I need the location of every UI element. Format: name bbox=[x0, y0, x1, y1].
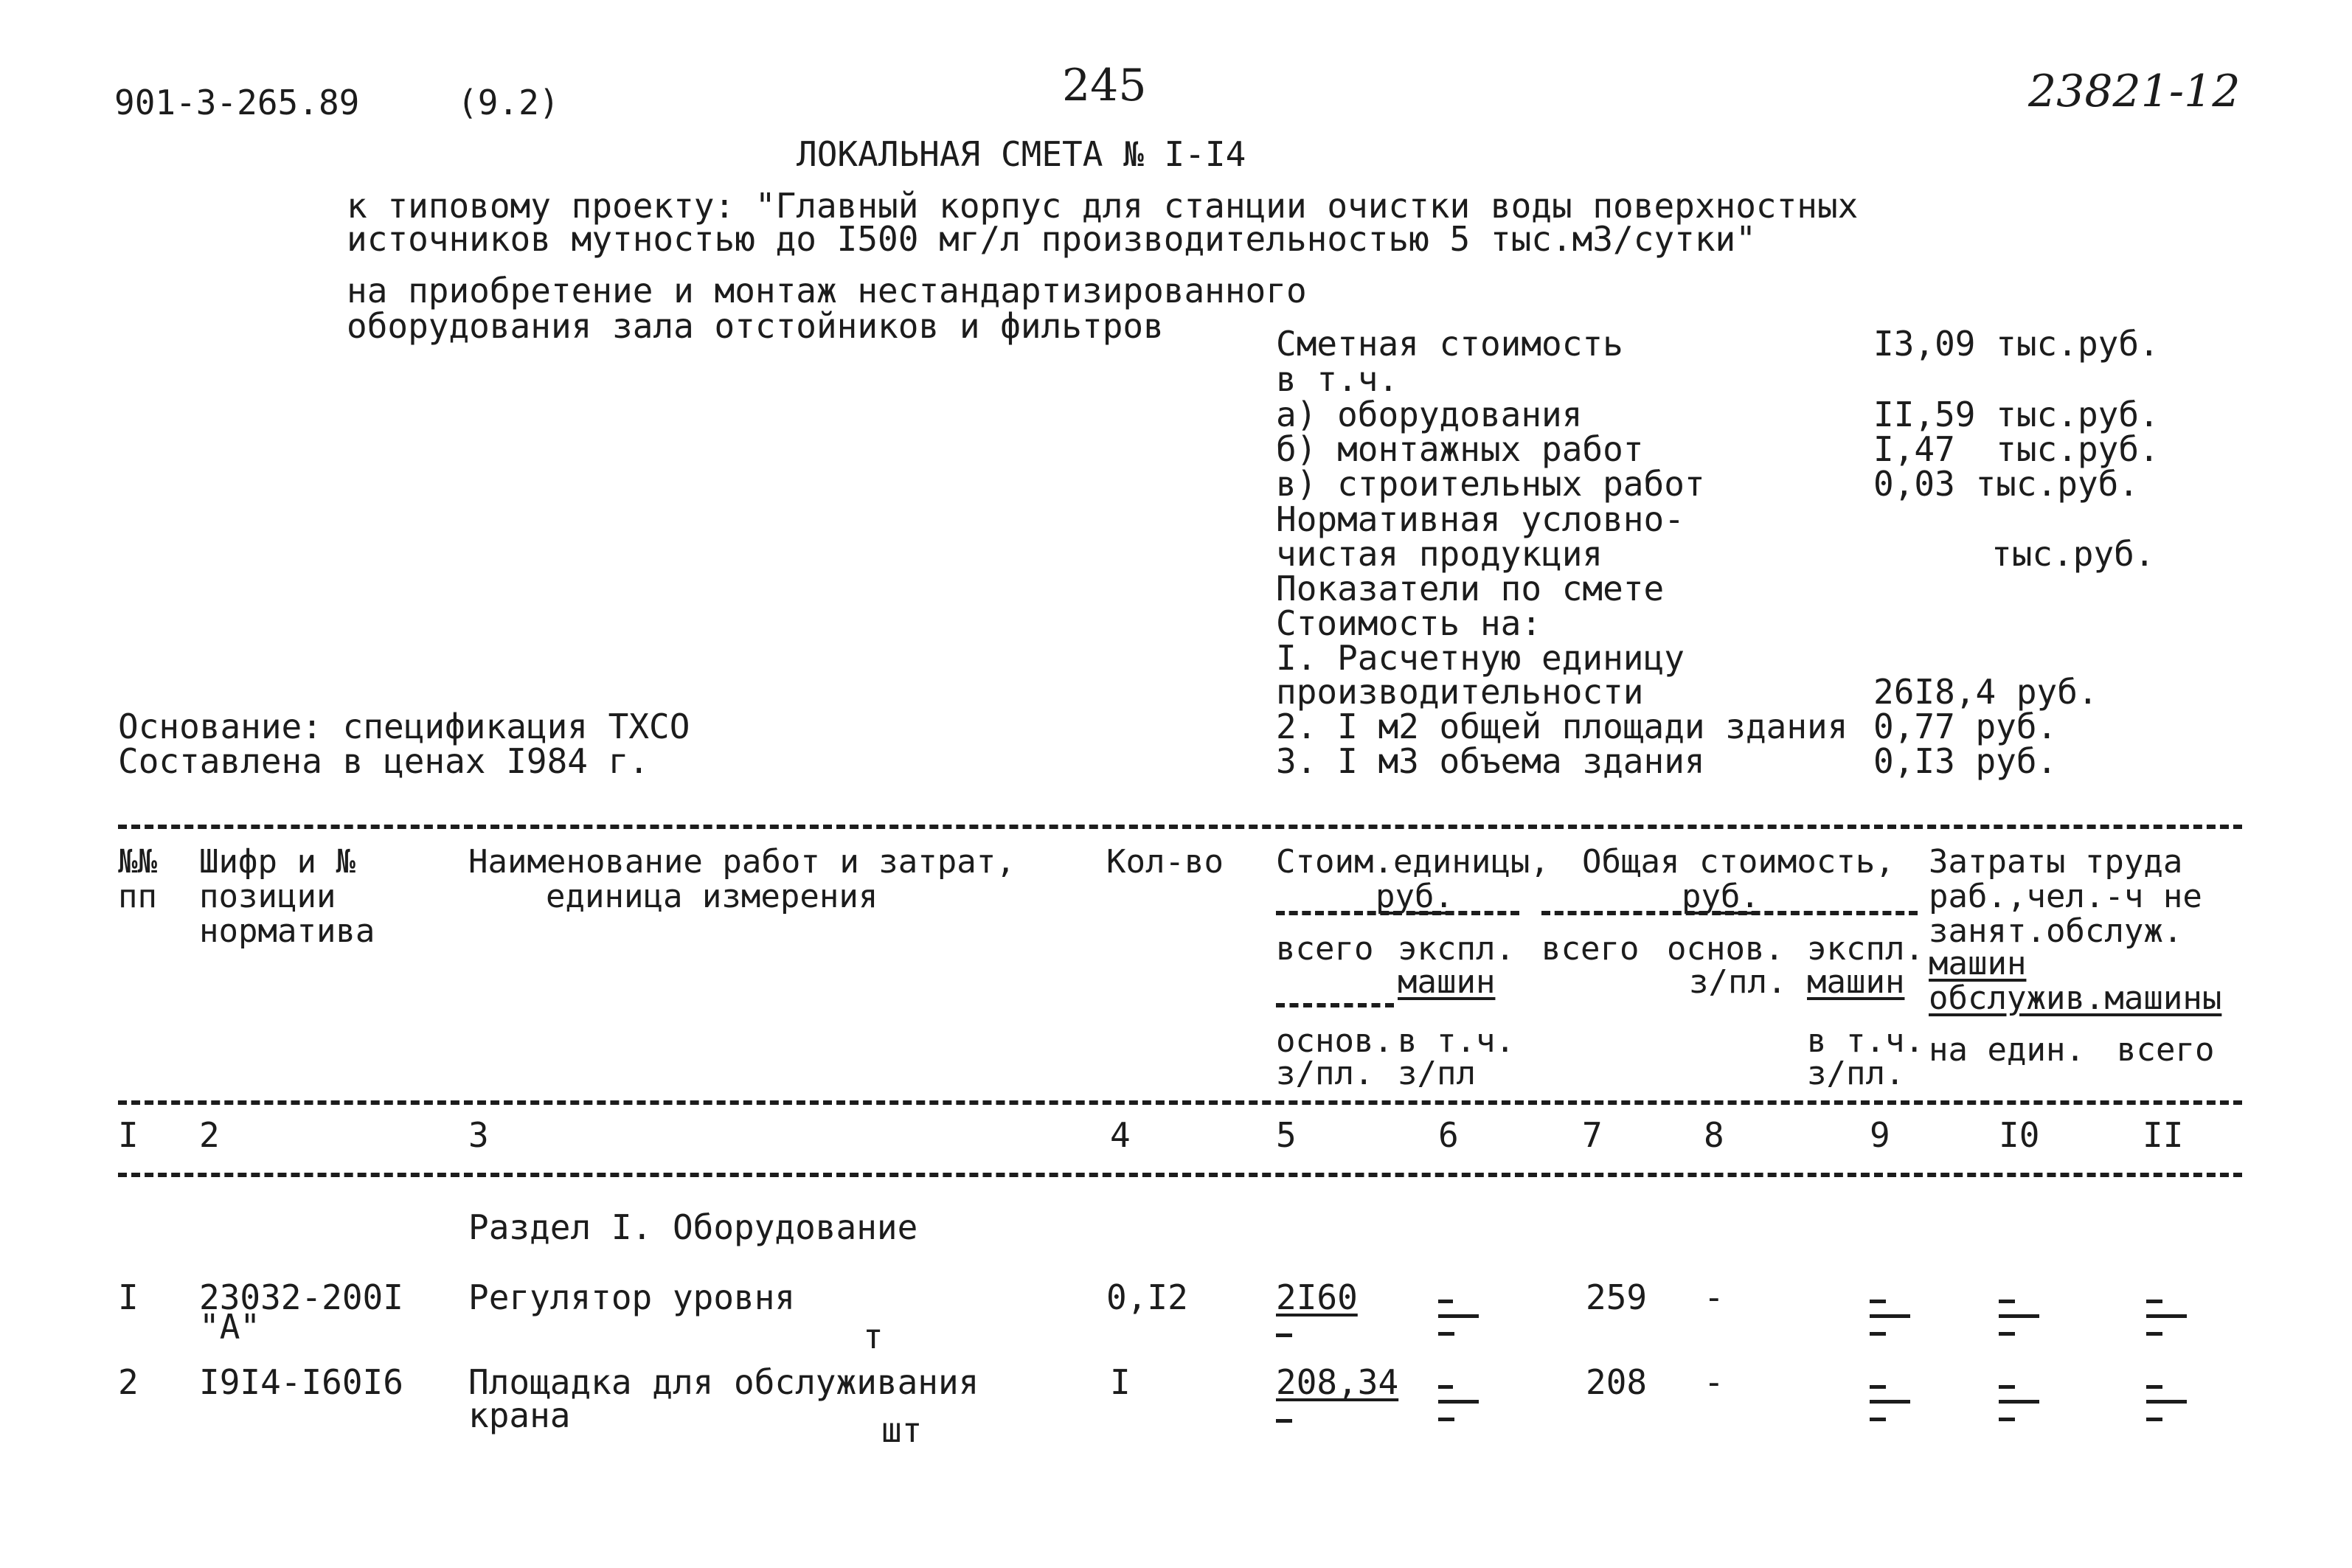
area-cost-value: 0,77 руб. bbox=[1873, 707, 2058, 746]
base-wages-header-2: з/пл. bbox=[1689, 963, 1787, 1001]
total-incl-wages-header-2: з/пл. bbox=[1807, 1055, 1905, 1092]
empty-value-mark bbox=[1870, 1418, 1886, 1421]
empty-value-mark bbox=[2146, 1332, 2162, 1336]
indicators-label: Показатели по смете bbox=[1276, 569, 1665, 608]
unit-total-header: всего bbox=[1276, 930, 1374, 968]
empty-value-mark bbox=[1438, 1332, 1454, 1336]
col-name-header-2: единица измерения bbox=[546, 878, 878, 915]
column-number: 9 bbox=[1870, 1115, 1890, 1155]
row-name: Регулятор уровня bbox=[468, 1277, 796, 1317]
col-code-header-2: позиции bbox=[199, 878, 336, 915]
column-number: I bbox=[118, 1115, 139, 1155]
document-code: 901-3-265.89 bbox=[114, 83, 360, 122]
col-number-header: №№ bbox=[118, 843, 157, 881]
empty-value-mark bbox=[1276, 1419, 1292, 1423]
column-number: 6 bbox=[1438, 1115, 1459, 1155]
purpose-line-2: оборудования зала отстойников и фильтров bbox=[347, 306, 1164, 346]
purpose-line-1: на приобретение и монтаж нестандартизированного bbox=[347, 271, 1307, 311]
area-cost-label: 2. I м2 общей площади здания bbox=[1276, 707, 1848, 746]
row-code: I9I4-I60I6 bbox=[199, 1362, 403, 1402]
row-unit: шт bbox=[881, 1410, 923, 1450]
col-number-header-2: пп bbox=[118, 878, 157, 915]
basis-line: Основание: спецификация ТХСО bbox=[118, 707, 690, 746]
document-title: ЛОКАЛЬНАЯ СМЕТА № I-I4 bbox=[797, 134, 1246, 174]
empty-value-mark bbox=[1870, 1385, 1886, 1389]
handwritten-reference: 23821-12 bbox=[2028, 66, 2241, 117]
row-code-suffix: "А" bbox=[199, 1307, 261, 1347]
row-base-wages: - bbox=[1704, 1277, 1724, 1317]
empty-value-mark bbox=[1438, 1300, 1453, 1303]
empty-value-mark bbox=[1870, 1400, 1910, 1404]
empty-value-mark bbox=[1438, 1418, 1454, 1421]
row-name-continued: крана bbox=[468, 1395, 571, 1435]
total-machines-header: экспл. bbox=[1807, 930, 1924, 968]
row-quantity: I bbox=[1110, 1362, 1131, 1402]
column-number: II bbox=[2143, 1115, 2184, 1155]
estimated-cost-label: Сметная стоимость bbox=[1276, 324, 1623, 364]
empty-value-mark bbox=[1999, 1332, 2015, 1336]
volume-cost-value: 0,I3 руб. bbox=[1873, 741, 2058, 781]
empty-value-mark bbox=[2146, 1385, 2162, 1389]
col-quantity-header: Кол-во bbox=[1106, 843, 1224, 881]
normative-label-2: чистая продукция bbox=[1276, 534, 1603, 574]
row-number: 2 bbox=[118, 1362, 139, 1402]
empty-value-mark bbox=[2146, 1418, 2162, 1421]
volume-cost-label: 3. I м3 объема здания bbox=[1276, 741, 1705, 781]
column-number: 4 bbox=[1110, 1115, 1131, 1155]
column-numbers-top-rule bbox=[118, 1100, 2242, 1105]
row-code: 23032-200I bbox=[199, 1277, 403, 1317]
empty-value-mark bbox=[1999, 1385, 2015, 1389]
col-code-header-3: норматива bbox=[199, 912, 375, 950]
section-title: Раздел I. Оборудование bbox=[468, 1207, 918, 1247]
header-rule-total bbox=[1541, 911, 1918, 915]
empty-value-mark bbox=[1870, 1332, 1886, 1336]
labor-header-5: обслужив.машины bbox=[1929, 979, 2222, 1017]
unit-base-wages-header-2: з/пл. bbox=[1276, 1055, 1374, 1092]
unit-cost-label-2: производительности bbox=[1276, 672, 1644, 712]
total-cost-header: Общая стоимость, bbox=[1582, 843, 1895, 881]
empty-value-mark bbox=[1438, 1400, 1479, 1404]
equipment-value: II,59 тыс.руб. bbox=[1873, 395, 2160, 434]
header-rule-unit bbox=[1276, 911, 1519, 915]
col-code-header: Шифр и № bbox=[199, 843, 355, 881]
column-number: 3 bbox=[468, 1115, 489, 1155]
table-top-rule bbox=[118, 825, 2242, 829]
empty-value-mark bbox=[2146, 1300, 2162, 1303]
header-rule-sub bbox=[1276, 1003, 1394, 1007]
unit-cost-label-1: I. Расчетную единицу bbox=[1276, 638, 1685, 678]
installation-value: I,47 тыс.руб. bbox=[1873, 429, 2160, 469]
labor-total-header: всего bbox=[2117, 1031, 2215, 1069]
project-line-1: к типовому проекту: "Главный корпус для станции очистки воды поверхностных bbox=[347, 186, 1859, 226]
base-wages-header: основ. bbox=[1667, 930, 1784, 968]
installation-label: б) монтажных работ bbox=[1276, 429, 1644, 469]
prices-line: Составлена в ценах I984 г. bbox=[118, 741, 650, 781]
empty-value-mark bbox=[1276, 1333, 1292, 1337]
total-incl-wages-header: в т.ч. bbox=[1807, 1022, 1924, 1060]
row-name: Площадка для обслуживания bbox=[468, 1362, 979, 1402]
column-number: 5 bbox=[1276, 1115, 1297, 1155]
row-quantity: 0,I2 bbox=[1106, 1277, 1188, 1317]
equipment-label: а) оборудования bbox=[1276, 395, 1583, 434]
row-base-wages: - bbox=[1704, 1362, 1724, 1402]
row-unit-price: 2I60 bbox=[1276, 1277, 1358, 1317]
including-label: в т.ч. bbox=[1276, 359, 1399, 399]
estimated-cost-value: I3,09 тыс.руб. bbox=[1873, 324, 2160, 364]
labor-per-unit-header: на един. bbox=[1929, 1031, 2085, 1069]
column-number: 2 bbox=[199, 1115, 220, 1155]
labor-header-2: раб.,чел.-ч не bbox=[1929, 878, 2202, 915]
empty-value-mark bbox=[1999, 1400, 2039, 1404]
unit-machines-header-2: машин bbox=[1398, 963, 1496, 1001]
labor-header: Затраты труда bbox=[1929, 843, 2183, 881]
empty-value-mark bbox=[1438, 1385, 1453, 1389]
row-unit: т bbox=[863, 1317, 884, 1356]
column-number: I0 bbox=[1999, 1115, 2040, 1155]
total-cost-currency: руб. bbox=[1682, 878, 1760, 915]
empty-value-mark bbox=[1870, 1300, 1886, 1303]
empty-value-mark bbox=[1870, 1314, 1910, 1318]
empty-value-mark bbox=[2146, 1314, 2187, 1318]
column-number: 7 bbox=[1582, 1115, 1603, 1155]
unit-base-wages-header: основ. bbox=[1276, 1022, 1393, 1060]
labor-header-4: машин bbox=[1929, 945, 2027, 982]
empty-value-mark bbox=[1438, 1314, 1479, 1318]
empty-value-mark bbox=[1999, 1314, 2039, 1318]
construction-label: в) строительных работ bbox=[1276, 464, 1705, 504]
empty-value-mark bbox=[1999, 1418, 2015, 1421]
col-name-header: Наименование работ и затрат, bbox=[468, 843, 1016, 881]
unit-machines-header: экспл. bbox=[1398, 930, 1515, 968]
row-total: 259 bbox=[1586, 1277, 1648, 1317]
empty-value-mark bbox=[2146, 1400, 2187, 1404]
cost-per-label: Стоимость на: bbox=[1276, 603, 1542, 643]
project-line-2: источников мутностью до I500 мг/л производительностью 5 тыс.м3/сутки" bbox=[347, 219, 1756, 259]
document-code-suffix: (9.2) bbox=[457, 83, 560, 122]
column-number: 8 bbox=[1704, 1115, 1724, 1155]
empty-value-mark bbox=[1999, 1300, 2015, 1303]
page-number: 245 bbox=[1062, 60, 1147, 111]
grand-total-header: всего bbox=[1541, 930, 1640, 968]
column-numbers-bottom-rule bbox=[118, 1173, 2242, 1177]
total-machines-header-2: машин bbox=[1807, 963, 1905, 1001]
normative-value: тыс.руб. bbox=[1991, 534, 2155, 574]
unit-incl-wages-header-2: з/пл bbox=[1398, 1055, 1476, 1092]
row-unit-price: 208,34 bbox=[1276, 1362, 1399, 1402]
row-number: I bbox=[118, 1277, 139, 1317]
unit-cost-header: Стоим.единицы, bbox=[1276, 843, 1550, 881]
construction-value: 0,03 тыс.руб. bbox=[1873, 464, 2140, 504]
row-total: 208 bbox=[1586, 1362, 1648, 1402]
unit-incl-wages-header: в т.ч. bbox=[1398, 1022, 1515, 1060]
unit-cost-value: 26I8,4 руб. bbox=[1873, 672, 2098, 712]
labor-header-3: занят.обслуж. bbox=[1929, 912, 2183, 950]
unit-cost-currency: руб. bbox=[1376, 878, 1454, 915]
normative-label-1: Нормативная условно- bbox=[1276, 499, 1685, 539]
